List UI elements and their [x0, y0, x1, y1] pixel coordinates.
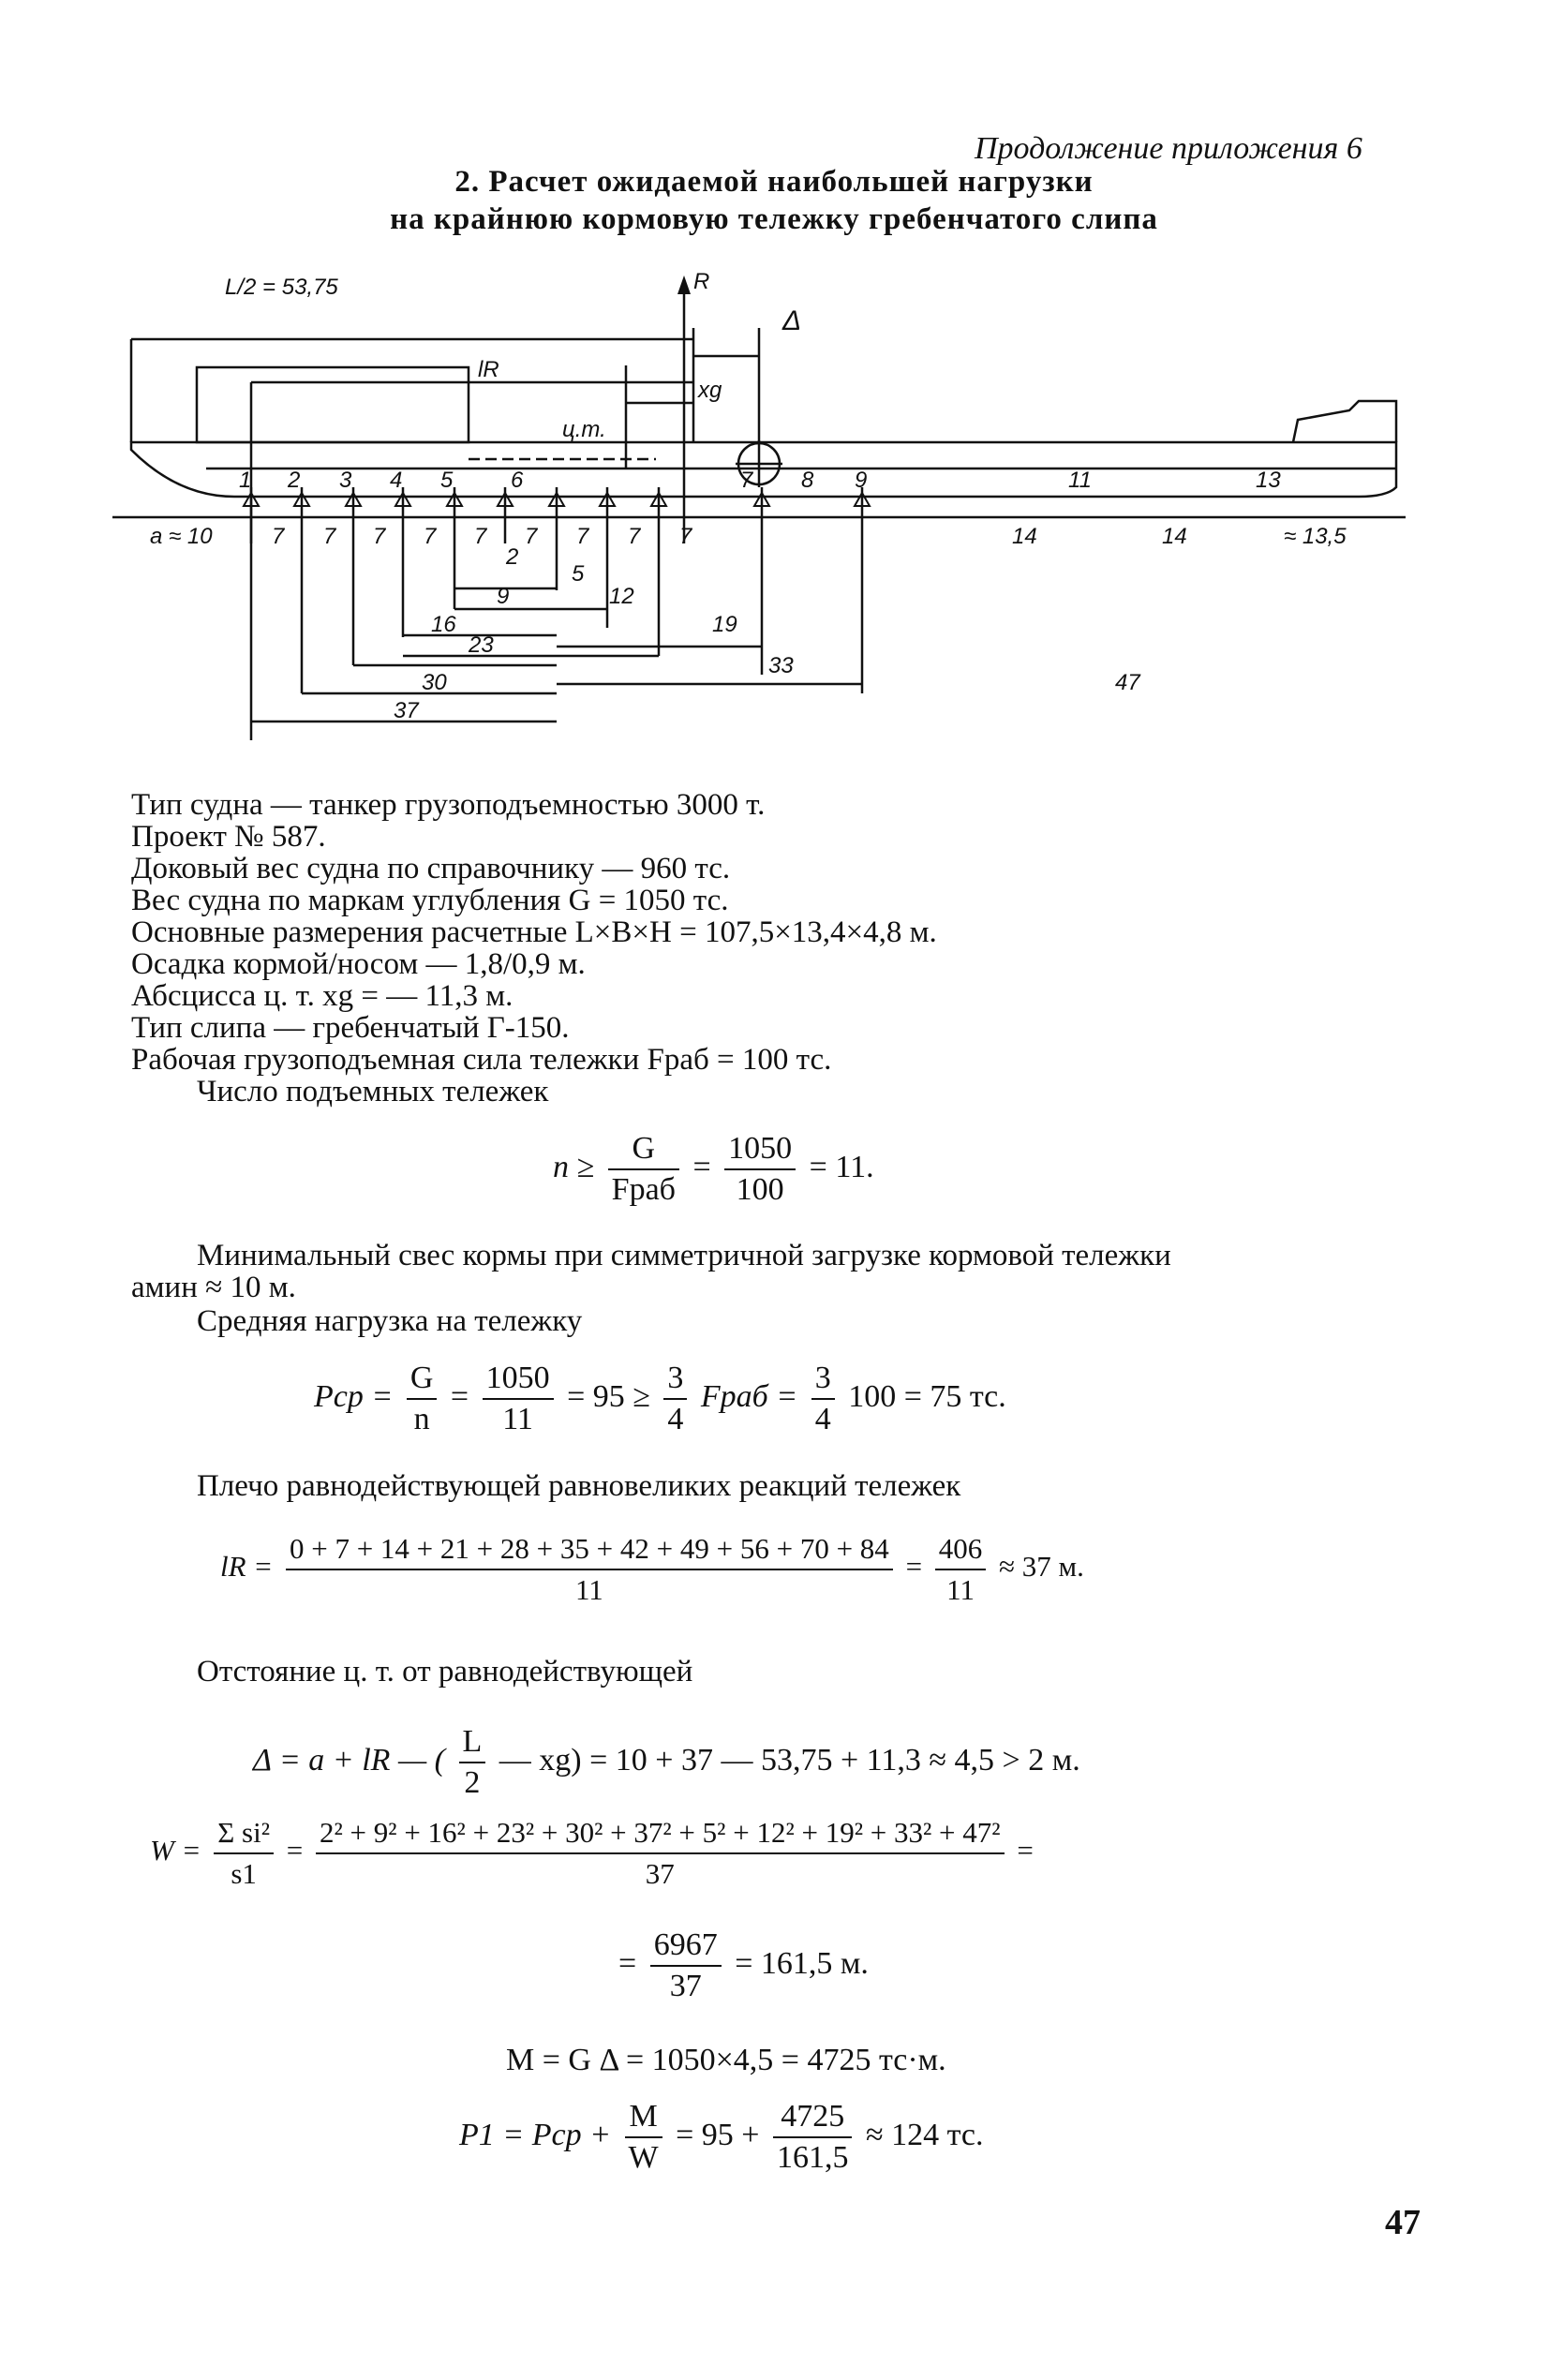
- spacing-label: 7: [373, 524, 386, 549]
- spec-cart-capacity: Рабочая грузоподъемная сила тележки Fраб = 100 тс.: [131, 1043, 832, 1077]
- fraction: $\frac{6967}{37}$: [650, 1926, 722, 2006]
- fraction: $\frac{1050}{11}$: [483, 1359, 554, 1439]
- spec-ship-type: Тип судна — танкер грузоподъемностью 3000 т.: [131, 788, 766, 822]
- equation-delta: [253, 1722, 1080, 1803]
- fraction: $\frac{1050}{100}$: [724, 1129, 796, 1210]
- spacing-label: 7: [272, 524, 285, 549]
- dim-label: 23: [469, 632, 494, 658]
- eq-lhs: lR =: [220, 1550, 274, 1584]
- dim-label: 47: [1115, 670, 1140, 695]
- eq-result: = 11.: [809, 1149, 874, 1184]
- eq-result: = 161,5 м.: [735, 1945, 869, 1981]
- text-overhang-2: aмин ≈ 10 м.: [131, 1271, 296, 1304]
- spec-draft: Осадка кормой/носом — 1,8/0,9 м.: [131, 947, 586, 981]
- fraction: $\frac{\text{Σ si²}}{s1}$: [214, 1813, 274, 1894]
- page-number: 47: [1385, 2203, 1421, 2242]
- spacing-label: 7: [628, 524, 641, 549]
- cart-number: 1: [239, 468, 252, 493]
- fraction: $\frac{\text{2² + 9² + 16² + 23² + 30² + 37² + 5² + 12² + 19² + 33² + 47²}}{37}$: [316, 1813, 1005, 1894]
- eq-lhs: P1 = Pср +: [459, 2117, 612, 2152]
- equation-section-modulus: W = $\frac{\text{Σ si²}}{s1}$ = $\frac{\text{2² + 9² + 16² + 23² + 30² + 37² + 5² + 12² + 19² + 33² + 47²}}{37}$ =: [150, 1813, 1034, 1894]
- eq-mid: = 95 +: [676, 2117, 760, 2152]
- continuation-note: Продолжение приложения 6: [975, 131, 1362, 166]
- section-title-line2: на крайнюю кормовую тележку гребенчатого слипа: [390, 202, 1158, 236]
- small-dim-label: 9: [497, 584, 510, 609]
- spacing-label: 14: [1162, 524, 1187, 549]
- text-avg-load: Средняя нагрузка на тележку: [197, 1304, 583, 1338]
- cart-number: 2: [288, 468, 301, 493]
- fraction: $\frac{0 + 7 + 14 + 21 + 28 + 35 + 42 + 49 + 56 + 70 + 84}{11}$: [286, 1529, 893, 1610]
- spec-project: Проект № 587.: [131, 820, 326, 854]
- eq-lhs: Δ = a + lR — (: [253, 1742, 445, 1778]
- xg-label: xg: [698, 378, 722, 403]
- cart-number: 4: [390, 468, 403, 493]
- spec-dimensions: Основные размерения расчетные L×B×H = 107,5×13,4×4,8 м.: [131, 915, 937, 949]
- eq-result: — xg) = 10 + 37 — 53,75 + 11,3 ≈ 4,5 > 2 м.: [499, 1742, 1080, 1778]
- cart-number: 3: [339, 468, 352, 493]
- slip-diagram: [94, 272, 1443, 740]
- equation-max-load: [459, 2097, 984, 2178]
- half-length-label: L/2 = 53,75: [225, 275, 338, 300]
- eq-lhs: n ≥: [553, 1149, 595, 1184]
- spacing-label: 7: [525, 524, 538, 549]
- text-cg-distance: Отстояние ц. т. от равнодействующей: [197, 1655, 693, 1688]
- fraction: $\frac{3}{4}$: [663, 1359, 687, 1439]
- eq-result: ≈ 37 м.: [999, 1550, 1084, 1584]
- cart-number: 11: [1068, 468, 1092, 493]
- dim-label: 30: [422, 670, 447, 695]
- equation-section-modulus-result: = $\frac{6967}{37}$ = 161,5 м.: [618, 1926, 869, 2006]
- dim-label: 16: [431, 612, 456, 637]
- eq-end: =: [1017, 1834, 1034, 1867]
- delta-label: Δ: [782, 305, 802, 336]
- spacing-label: 7: [679, 524, 692, 549]
- eq-result: ≈ 124 тс.: [865, 2117, 984, 2152]
- spacing-label: 7: [424, 524, 437, 549]
- cart-number: 8: [801, 468, 814, 493]
- spec-slip-type: Тип слипа — гребенчатый Г-150.: [131, 1011, 570, 1045]
- spacing-label: 14: [1012, 524, 1037, 549]
- equation-average-load: Pср = $\frac{G}{n}$ = $\frac{1050}{11}$ = 95 ≥ $\frac{3}{4}$ Fраб = $\frac{3}{4}$ 100 = 75 тс.: [314, 1359, 1006, 1439]
- overhang-label: a ≈ 10: [150, 524, 213, 549]
- cart-number: 5: [440, 468, 454, 493]
- dim-label: 33: [768, 653, 794, 678]
- spec-cart-count-label: Число подъемных тележек: [197, 1075, 549, 1108]
- spacing-label: 7: [474, 524, 487, 549]
- fraction: $\frac{G}{n}$: [407, 1359, 438, 1439]
- fraction: $\frac{G}{\text{Fраб}}$: [608, 1129, 679, 1210]
- cart-number: 13: [1256, 468, 1281, 493]
- small-dim-label: 12: [609, 584, 634, 609]
- small-dim-label: 5: [572, 561, 585, 587]
- cart-number: 9: [855, 468, 868, 493]
- text-resultant-arm: Плечо равнодействующей равновеликих реакций тележек: [197, 1469, 961, 1503]
- spec-abscissa: Абсцисса ц. т. xg = — 11,3 м.: [131, 979, 514, 1013]
- lr-label: lR: [478, 357, 499, 382]
- section-title-line1: 2. Расчет ожидаемой наибольшей нагрузки: [454, 165, 1094, 199]
- fraction: $\frac{4725}{161,5}$: [773, 2097, 853, 2178]
- spacing-label: 7: [323, 524, 336, 549]
- eq-mid: = 95 ≥: [567, 1378, 650, 1414]
- bow-overhang-label: ≈ 13,5: [1284, 524, 1347, 549]
- ship-specs: [131, 789, 937, 1108]
- cart-number: 7: [740, 468, 753, 493]
- spec-dock-weight: Доковый вес судна по справочнику — 960 тс.: [131, 852, 731, 885]
- eq-lhs: W =: [150, 1834, 201, 1867]
- fraction: $\frac{3}{4}$: [811, 1359, 835, 1439]
- equation-moment: M = G Δ = 1050×4,5 = 4725 тс·м.: [506, 2043, 946, 2077]
- resultant-label: R: [693, 272, 710, 294]
- cg-label: ц.т.: [562, 417, 606, 442]
- fraction: $\frac{L}{2}$: [459, 1722, 486, 1803]
- equation-resultant-arm: lR = $\frac{0 + 7 + 14 + 21 + 28 + 35 + 42 + 49 + 56 + 70 + 84}{11}$ = $\frac{406}{11}$ ≈ 37 м.: [220, 1529, 1084, 1610]
- eq-lhs: Pср =: [314, 1378, 394, 1414]
- spec-draft-weight: Вес судна по маркам углубления G = 1050 тс.: [131, 884, 729, 917]
- fraction: $\frac{M}{W}$: [625, 2097, 662, 2178]
- dim-label: 19: [712, 612, 737, 637]
- fraction: $\frac{406}{11}$: [935, 1529, 987, 1610]
- spacing-label: 7: [576, 524, 589, 549]
- dim-label: 37: [394, 698, 419, 723]
- eq-mid: Fраб =: [700, 1378, 798, 1414]
- cart-number: 6: [511, 468, 524, 493]
- eq-result: 100 = 75 тс.: [848, 1378, 1006, 1414]
- equation-cart-count: n ≥ $\frac{G}{\text{Fраб}}$ = $\frac{1050}{100}$ = 11.: [553, 1129, 874, 1210]
- text-overhang-1: Минимальный свес кормы при симметричной загрузке кормовой тележки: [197, 1239, 1171, 1272]
- superstructure: [197, 367, 469, 442]
- small-dim-label: 2: [506, 544, 519, 570]
